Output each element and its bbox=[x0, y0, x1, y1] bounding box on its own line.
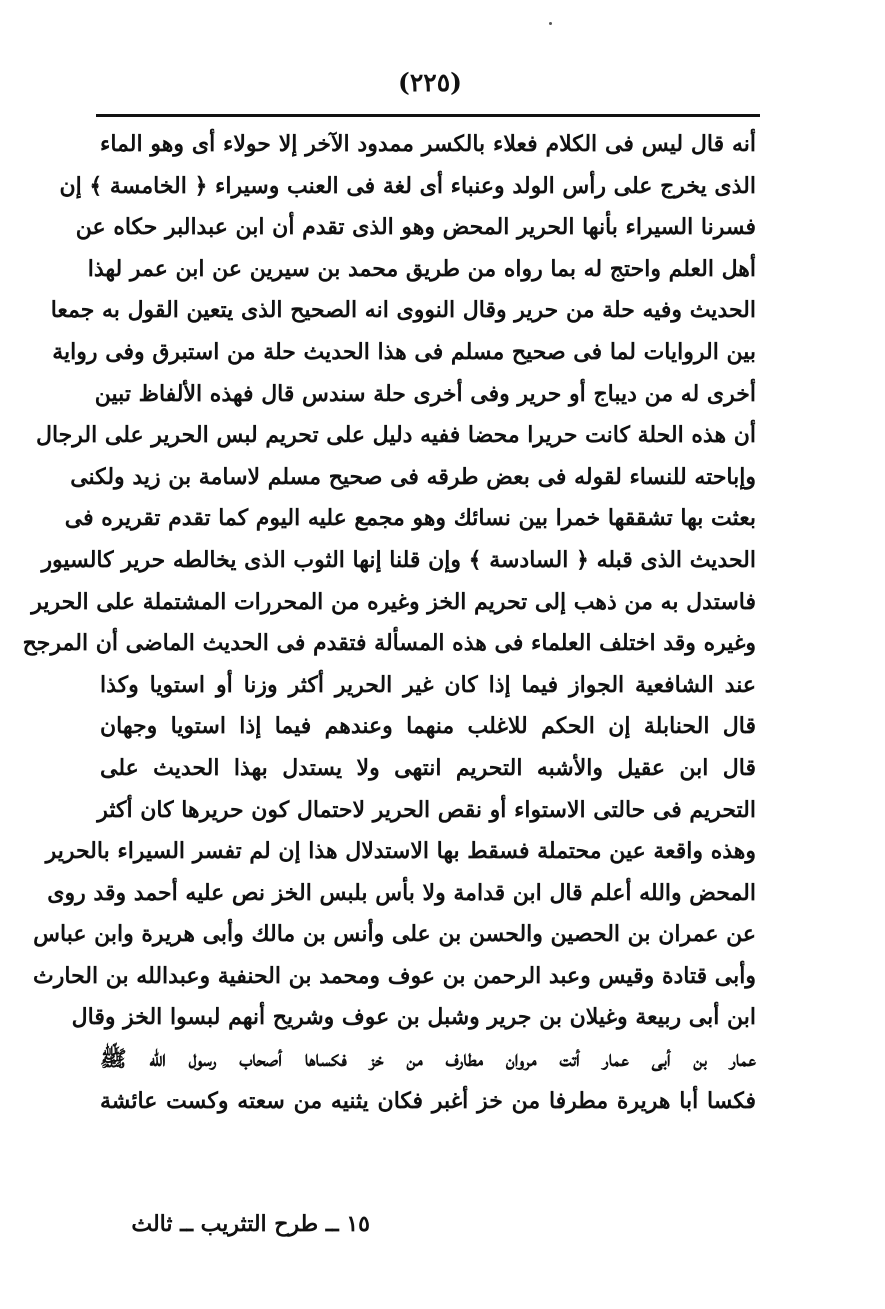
text-line: الحديث وفيه حلة من حرير وقال النووى انه الصحيح الذى يتعين القول به جمعا bbox=[50, 297, 756, 324]
text-line: بعثت بها تشققها خمرا بين نسائك وهو مجمع عليه اليوم كما تقدم تقريره فى bbox=[64, 505, 756, 532]
text-line: وهذه واقعة عين محتملة فسقط بها الاستدلال هذا إن لم تفسر السيراء بالحرير bbox=[45, 838, 756, 865]
header-rule bbox=[96, 114, 760, 117]
text-line: عند الشافعية الجواز فيما إذا كان غير الحرير أكثر وزنا أو استويا وكذا bbox=[100, 671, 756, 698]
text-line: قال ابن عقيل والأشبه التحريم انتهى ولا يستدل بهذا الحديث على bbox=[100, 754, 756, 781]
text-line: أخرى له من ديباج أو حرير وفى أخرى حلة سندس قال فهذه الألفاظ تبين bbox=[94, 380, 756, 407]
footer-signature: ١٥ ــ طرح التثريب ــ ثالث bbox=[131, 1211, 370, 1237]
body-text bbox=[22, 124, 756, 1122]
text-line: عن عمران بن الحصين والحسن بن على وأنس بن مالك وأبى هريرة وابن عباس bbox=[33, 921, 756, 948]
text-line: فكسا أبا هريرة مطرفا من خز أغبر فكان يثنيه من سعته وكست عائشة bbox=[100, 1087, 756, 1114]
text-line: بين الروايات لما فى صحيح مسلم فى هذا الحديث حلة من استبرق وفى رواية bbox=[52, 338, 756, 365]
text-line: الحديث الذى قبله ﴿ السادسة ﴾ وإن قلنا إنها الثوب الذى يخالطه حرير كالسيور bbox=[41, 546, 756, 573]
text-line: قال الحنابلة إن الحكم للاغلب منهما وعندهم فيما إذا استويا وجهان bbox=[100, 713, 756, 740]
text-line: فاستدل به من ذهب إلى تحريم الخز وغيره من المحررات المشتملة على الحرير bbox=[31, 588, 756, 615]
text-line: وغيره وقد اختلف العلماء فى هذه المسألة فتقدم فى الحديث الماضى أن المرجح bbox=[22, 630, 756, 657]
text-line: الذى يخرج على رأس الولد وعنباء أى لغة فى العنب وسيراء ﴿ الخامسة ﴾ إن bbox=[59, 172, 756, 199]
text-line: فسرنا السيراء بأنها الحرير المحض وهو الذى تقدم أن ابن عبدالبر حكاه عن bbox=[75, 214, 756, 241]
text-line: أن هذه الحلة كانت حريرا محضا ففيه دليل على تحريم لبس الحرير على الرجال bbox=[35, 422, 756, 449]
text-line: أهل العلم واحتج له بما رواه من طريق محمد بن سيرين عن ابن عمر لهذا bbox=[87, 255, 756, 282]
text-line: وأبى قتادة وقيس وعبد الرحمن بن عوف ومحمد بن الحنفية وعبدالله بن الحارث bbox=[33, 962, 756, 989]
text-line: عمار بن أبى عمار أتت مروان مطارف من خز فكساها أصحاب رسول الله ﷺ bbox=[100, 1046, 756, 1073]
text-line: أنه قال ليس فى الكلام فعلاء بالكسر ممدود الآخر إلا حولاء أى وهو الماء bbox=[100, 131, 756, 157]
text-line: المحض والله أعلم قال ابن قدامة ولا بأس بلبس الخز نص عليه أحمد وقد روى bbox=[47, 879, 756, 906]
text-line: ابن أبى ربيعة وغيلان بن جرير وشبل بن عوف وشريح أنهم لبسوا الخز وقال bbox=[71, 1004, 756, 1031]
page-number: (٢٢٥) bbox=[398, 68, 462, 97]
ink-speck bbox=[549, 22, 552, 25]
text-line: وإباحته للنساء لقوله فى بعض طرقه فى صحيح مسلم لاسامة بن زيد ولكنى bbox=[70, 463, 756, 490]
text-line: التحريم فى حالتى الاستواء أو نقص الحرير لاحتمال كون حريرها كان أكثر bbox=[97, 796, 756, 823]
